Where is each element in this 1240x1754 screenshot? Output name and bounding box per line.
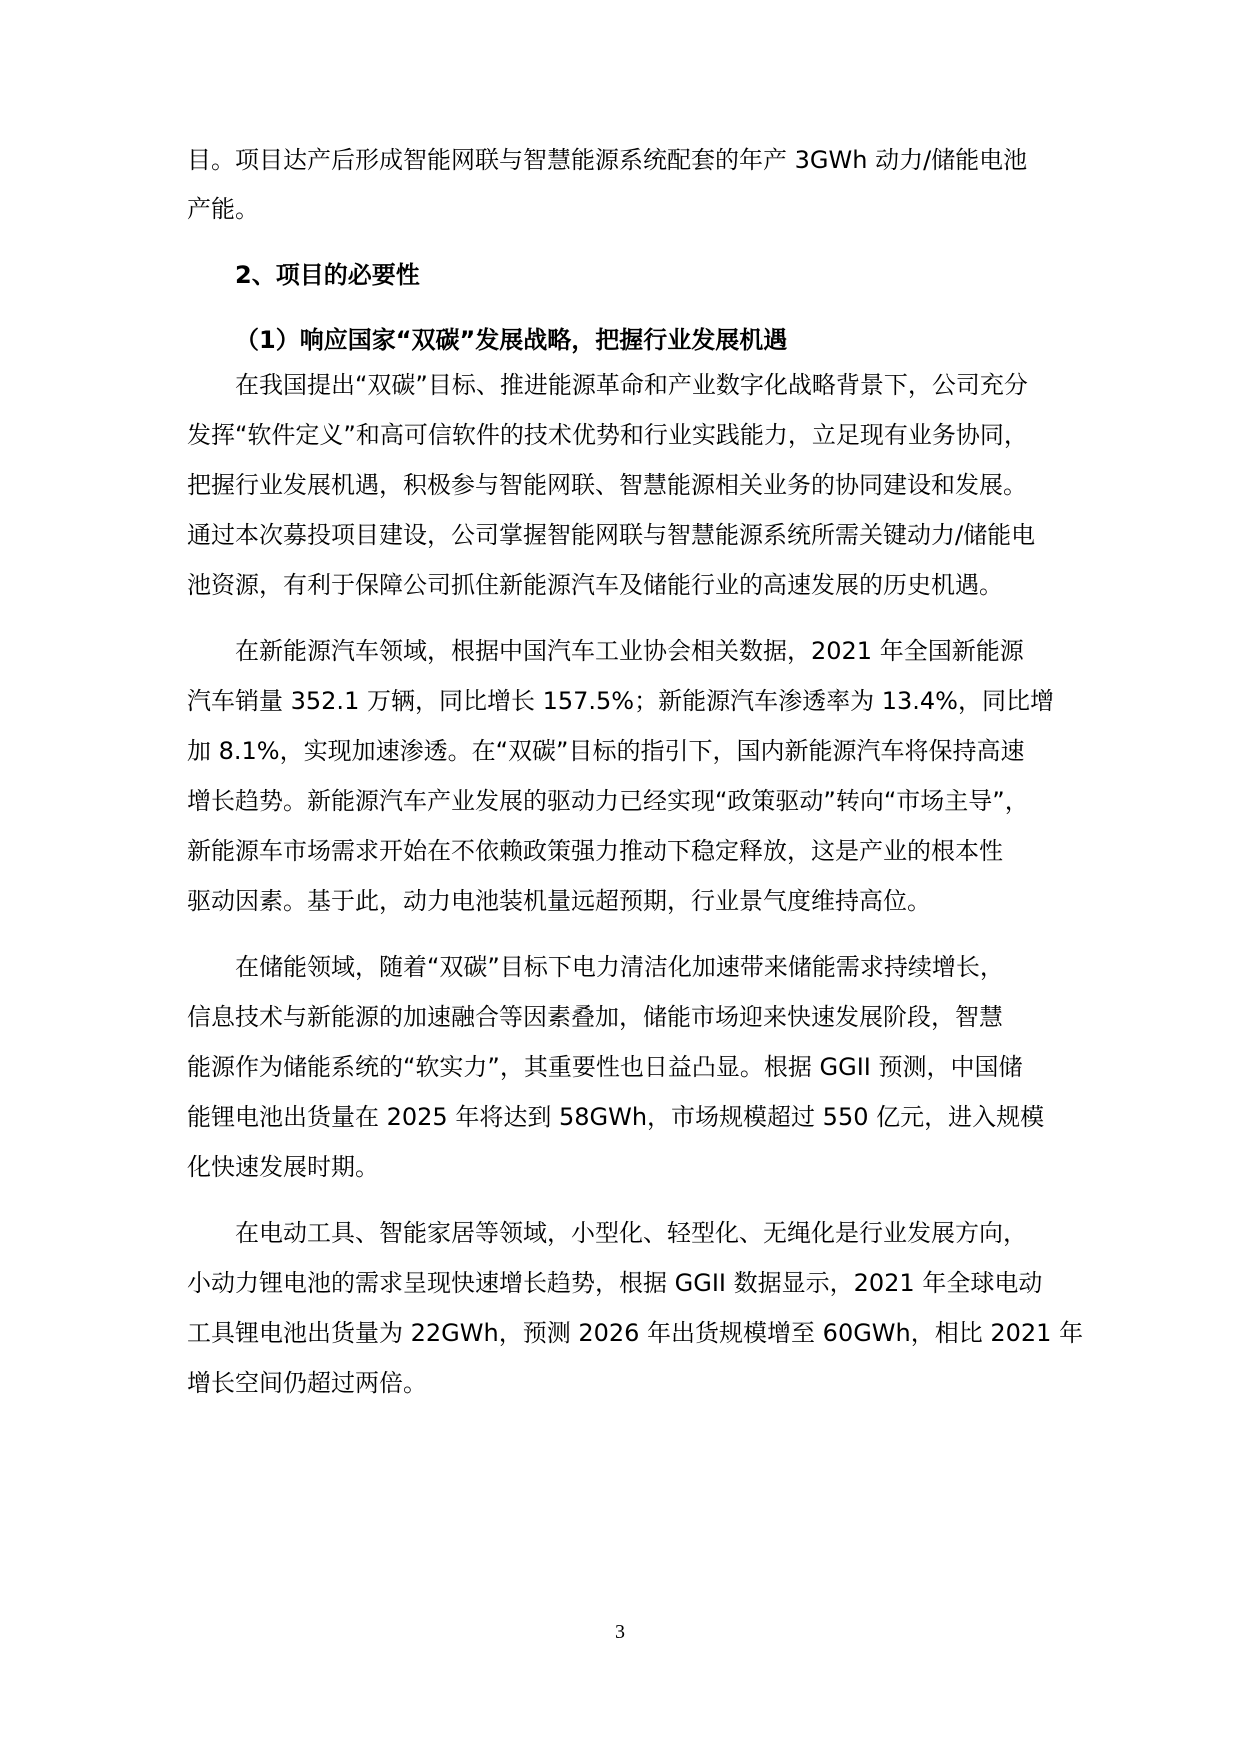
- page-number: 3: [615, 1621, 625, 1643]
- paragraph-line: 信息技术与新能源的加速融合等因素叠加，储能市场迎来快速发展阶段，智慧: [187, 1003, 1003, 1031]
- paragraph-line: 新能源车市场需求开始在不依赖政策强力推动下稳定释放，这是产业的根本性: [187, 837, 1003, 865]
- paragraph-line: 在我国提出“双碳”目标、推进能源革命和产业数字化战略背景下，公司充分: [235, 371, 1028, 399]
- paragraph-line: 通过本次募投项目建设，公司掌握智能网联与智慧能源系统所需关键动力/储能电: [187, 521, 1036, 549]
- intro-line: 目。项目达产后形成智能网联与智慧能源系统配套的年产 3GWh 动力/储能电池: [187, 146, 1028, 174]
- paragraph-line: 把握行业发展机遇，积极参与智能网联、智慧能源相关业务的协同建设和发展。: [187, 471, 1027, 499]
- section-heading: 2、项目的必要性: [235, 261, 420, 289]
- paragraph-line: 能锂电池出货量在 2025 年将达到 58GWh，市场规模超过 550 亿元，进入规模: [187, 1103, 1045, 1131]
- paragraph-line: 在电动工具、智能家居等领域，小型化、轻型化、无绳化是行业发展方向，: [235, 1219, 1027, 1247]
- paragraph-line: 工具锂电池出货量为 22GWh，预测 2026 年出货规模增至 60GWh，相比 2021 年: [187, 1319, 1084, 1347]
- paragraph-line: 在储能领域，随着“双碳”目标下电力清洁化加速带来储能需求持续增长，: [235, 953, 1004, 981]
- subsection-heading: （1）响应国家“双碳”发展战略，把握行业发展机遇: [235, 326, 788, 354]
- paragraph-line: 增长空间仍超过两倍。: [187, 1369, 427, 1397]
- paragraph-line: 增长趋势。新能源汽车产业发展的驱动力已经实现“政策驱动”转向“市场主导”，: [187, 787, 1029, 815]
- paragraph-line: 化快速发展时期。: [187, 1153, 379, 1181]
- paragraph-line: 驱动因素。基于此，动力电池装机量远超预期，行业景气度维持高位。: [187, 887, 931, 915]
- paragraph-line: 发挥“软件定义”和高可信软件的技术优势和行业实践能力，立足现有业务协同，: [187, 421, 1028, 449]
- intro-line: 产能。: [187, 195, 259, 223]
- paragraph-line: 在新能源汽车领域，根据中国汽车工业协会相关数据，2021 年全国新能源: [235, 637, 1024, 665]
- paragraph-line: 汽车销量 352.1 万辆，同比增长 157.5%；新能源汽车渗透率为 13.4%，同比增: [187, 687, 1054, 715]
- paragraph-line: 加 8.1%，实现加速渗透。在“双碳”目标的指引下，国内新能源汽车将保持高速: [187, 737, 1025, 765]
- paragraph-line: 池资源，有利于保障公司抓住新能源汽车及储能行业的高速发展的历史机遇。: [187, 571, 1003, 599]
- paragraph-line: 能源作为储能系统的“软实力”，其重要性也日益凸显。根据 GGII 预测，中国储: [187, 1053, 1023, 1081]
- paragraph-line: 小动力锂电池的需求呈现快速增长趋势，根据 GGII 数据显示，2021 年全球电动: [187, 1269, 1043, 1297]
